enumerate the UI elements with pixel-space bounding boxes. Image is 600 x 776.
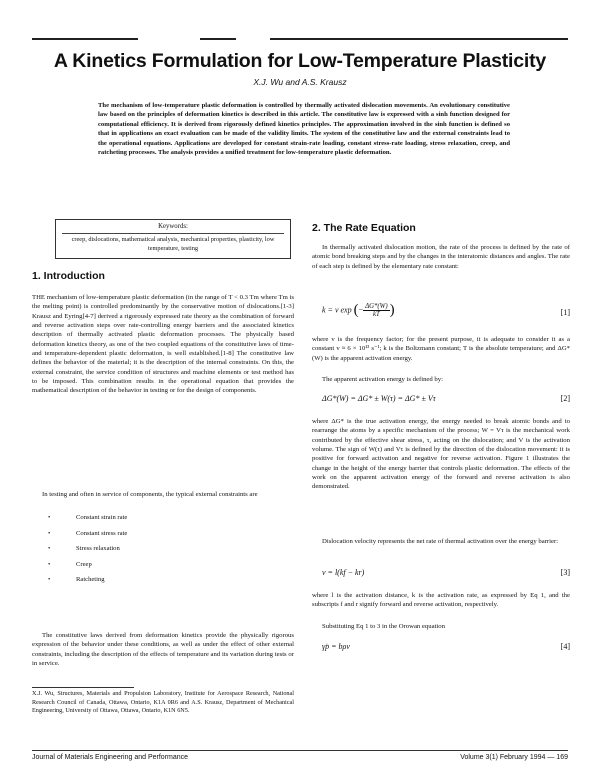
list-item: • Constant strain rate bbox=[48, 514, 127, 530]
rate-paragraph-5: Dislocation velocity represents the net rate of thermal activation over the energy barrier: bbox=[322, 538, 559, 545]
intro-paragraph-1: THE mechanism of low-temperature plastic deformation (in the range of T < 0.3 Tm where Tm is the melting point) is controlled predominantly by the conservative motion of dislocations.[1-3] Krausz and Eyring[4-7] derived a rigorously expressed rate theory as the combination of forward and reverse activation steps over rate-controlling energy barriers and the associated kinetics description of thermally activated plastic deformation processes. The physically based deformation kinetics theory, as one of the two coupled equations of the constitutive laws of time- and temperature-dependent plastic deformation, is well established.[1-8] The constitutive law defines the behavior of the material; it is the description of the internal constraints. On this, the external constraint, the service condition of structures and machine elements or test method has to be imposed. This combination results in the operational equation that provides the mathematical description of the behavior in testing or for the design of components. bbox=[32, 294, 294, 395]
rate-paragraph-1: In thermally activated dislocation motion, the rate of the process is defined by the rate of atomic bond breaking steps and by the changes in the interatomic distances and angles. The rate of each step is defined by the elementary rate constant: bbox=[312, 244, 570, 270]
intro-paragraph-2: In testing and often in service of components, the typical external constraints are bbox=[42, 491, 258, 498]
abstract: The mechanism of low-temperature plastic deformation is controlled by thermally activated dislocation movements. An evolutionary constitutive law based on the principles of deformation kinetics is described in this article. The constitutive law is expressed with a sinh function designed for computational efficiency. It is derived from rigorously defined kinetics principles. The approximation involved in the sinh function is defined so that in applications an exact evaluation can be made of the validity limits. The system of the constitutive law and the external constraints lead to the operational equations. Applications are developed for constant strain-rate loading, constant stress-rate loading, stress relaxation, creep, and ratcheting processes. The analysis provides a unified treatment for low-temperature plastic deformation. bbox=[98, 102, 510, 157]
rate-paragraph-2: where v is the frequency factor; for the present purpose, it is adequate to consider it as a constant v ≈ 6 × 10¹³ s⁻¹; k is the Boltzmann constant; T is the absolute temperature; and ΔG*(W) is the apparent activation energy. bbox=[312, 336, 570, 362]
equation-1-number: [1] bbox=[560, 308, 570, 317]
rate-paragraph-4: where ΔG* is the true activation energy, the energy needed to break atomic bonds and to rearrange the atoms by a specific mechanism of the process; W = Vτ is the mechanical work contributed by the effective shear stress, τ, acting on the dislocation; and V is the activation volume. The sign of W(τ) and Vτ is defined by the direction of the dislocation movement: it is positive for forward activation and negative for reverse activation. Figure 1 illustrates the change in the height of the energy barrier that controls plastic deformation. The effects of the work on the apparent activation energy of the forward and reverse activation is also demonstrated. bbox=[312, 418, 570, 491]
footer-divider bbox=[32, 750, 568, 751]
affiliation-divider bbox=[32, 687, 134, 688]
top-rule-mid bbox=[200, 38, 236, 40]
equation-1-lhs: k = v exp bbox=[322, 305, 352, 315]
equation-2-number: [2] bbox=[560, 394, 570, 403]
list-item: • Creep bbox=[48, 561, 127, 577]
equation-4-number: [4] bbox=[560, 642, 570, 651]
list-item: • Ratcheting bbox=[48, 576, 127, 592]
rate-paragraph-7: Substituting Eq 1 to 3 in the Orowan equation bbox=[322, 623, 445, 630]
equation-1-denominator: kT bbox=[372, 311, 380, 318]
constraint-list bbox=[48, 514, 127, 592]
paper-title: A Kinetics Formulation for Low-Temperature Plasticity bbox=[53, 50, 547, 72]
volume-page: Volume 3(1) February 1994 — 169 bbox=[460, 754, 568, 761]
keywords-title: Keywords: bbox=[158, 223, 188, 230]
rate-equation-heading: 2. The Rate Equation bbox=[312, 222, 416, 234]
rate-paragraph-3: The apparent activation energy is defined by: bbox=[322, 376, 443, 383]
equation-2-body: ΔG*(W) = ΔG* ± W(τ) = ΔG* ± Vτ bbox=[322, 394, 436, 403]
equation-3 bbox=[312, 568, 570, 582]
keywords-box bbox=[55, 219, 291, 259]
equation-4-body: γ̇p = bρv bbox=[322, 642, 350, 651]
equation-4 bbox=[312, 642, 570, 656]
top-rule-right bbox=[270, 38, 568, 40]
equation-1-numerator: ΔG*(W) bbox=[365, 303, 388, 310]
keywords-text: creep, dislocations, mathematical analysis, mechanical properties, plasticity, low temperature, testing bbox=[71, 236, 275, 252]
equation-2 bbox=[312, 394, 570, 408]
intro-paragraph-3: The constitutive laws derived from deformation kinetics provide the physically rigorous expression of the behavior under these conditions, as well as under the effect of other external constraints, including the description of the effects of temperature and its variation during tests or in service. bbox=[32, 632, 294, 668]
rate-paragraph-6: where l is the activation distance, k is the activation rate, as expressed by Eq 1, and the subscripts f and r signify forward and reverse activation, respectively. bbox=[312, 592, 570, 609]
journal-name: Journal of Materials Engineering and Performance bbox=[32, 754, 189, 761]
paper-authors: X.J. Wu and A.S. Krausz bbox=[253, 77, 347, 87]
top-rule-left bbox=[32, 38, 138, 40]
equation-1: k = v exp (− $\frac{\Delta G*(W)}{kT}$ ) [1] bbox=[322, 302, 570, 318]
keywords-divider bbox=[62, 233, 284, 234]
equation-3-number: [3] bbox=[560, 568, 570, 577]
list-item: • Stress relaxation bbox=[48, 545, 127, 561]
equation-3-body: v = l(kf − kr) bbox=[322, 568, 365, 577]
intro-heading: 1. Introduction bbox=[32, 270, 105, 282]
list-item: • Constant stress rate bbox=[48, 530, 127, 546]
author-affiliation: X.J. Wu, Structures, Materials and Propulsion Laboratory, Institute for Aerospace Research, National Research Council of Canada, Ottawa, Ontario, K1A 0R6 and A.S. Krausz, Department of Mechanical Engineering, University of Ottawa, Ottawa, Ontario, K1N 6N5. bbox=[32, 690, 294, 715]
